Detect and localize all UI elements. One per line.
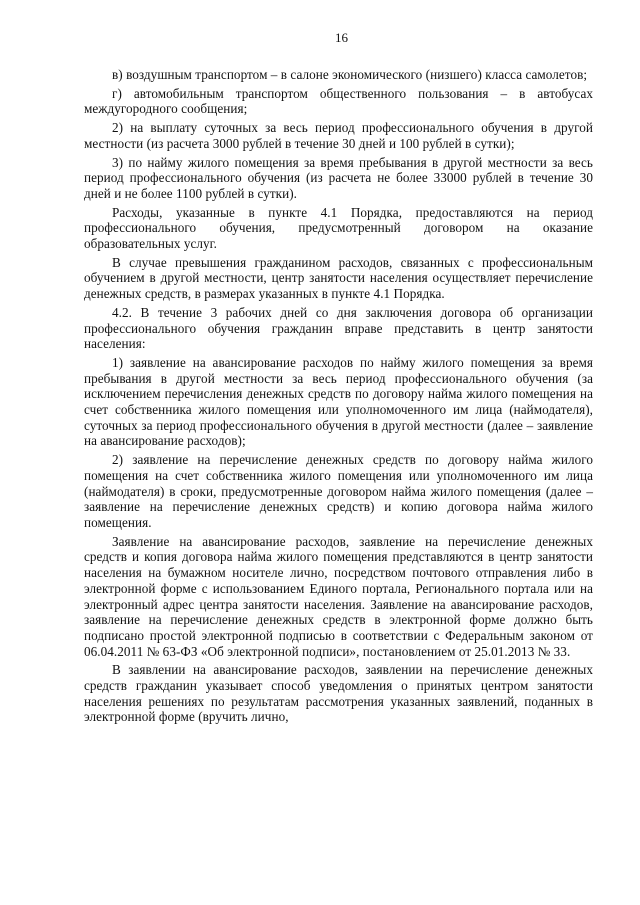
paragraph-submission-methods: Заявление на авансирование расходов, заявление на перечисление денежных средств и копия договора найма жилого помещения представляются в центр занятости населения на бумажном носителе лично, посредством почтового отправления либо в электронной форме с использованием Единого портала, Регионального портала или на электронный адрес центра занятости населения. Заявление на авансирование расходов, заявление на перечисление денежных средств в электронной форме должно быть подписано простой электронной подписью в соответствии с Федеральным законом от 06.04.2011 № 63-ФЗ «Об электронной подписи», постановлением от 25.01.2013 № 33. [84,533,593,659]
paragraph-transfer-application: 2) заявление на перечисление денежных средств по договору найма жилого помещения на счет собственника жилого помещения или уполномоченного им лица (наймодателя) в сроки, предусмотренные договором найма жилого помещения (далее – заявление на перечисление денежных средств) и копию договора найма жилого помещения. [84,452,593,530]
paragraph-expenses-period: Расходы, указанные в пункте 4.1 Порядка, предоставляются на период профессионального обучения, предусмотренный договором на оказание образовательных услуг. [84,204,593,252]
paragraph-air-transport: в) воздушным транспортом – в салоне экономического (низшего) класса самолетов; [112,67,588,82]
page-number: 16 [335,30,348,45]
paragraph-daily-allowance: 2) на выплату суточных за весь период профессионального обучения в другой местности (из расчета 3000 рублей в течение 30 дней и 100 рублей в сутки); [84,120,593,151]
paragraph-excess-expenses: В случае превышения гражданином расходов, связанных с профессиональным обучением в другой местности, центр занятости населения осуществляет перечисление денежных средств, в размерах указанных в пункте 4.1 Порядка. [84,254,593,302]
paragraph-housing-rent: 3) по найму жилого помещения за время пребывания в другой местности за весь период профессионального обучения (из расчета не более 33000 рублей в течение 30 дней и не более 1100 рублей в сутки). [84,154,593,201]
paragraph-advance-application: 1) заявление на авансирование расходов по найму жилого помещения за время пребывания в другой местности за весь период профессионального обучения (за исключением перечисления денежных средств по договору найма жилого помещения на счет собственника жилого помещения или уполномоченного им лица (наймодателя), суточных за период профессионального обучения в другой местности (далее – заявление на авансирование расходов); [84,354,593,449]
paragraph-section-4-2: 4.2. В течение 3 рабочих дней со дня заключения договора об организации профессионального обучения гражданин вправе представить в центр занятости населения: [84,304,593,352]
paragraph-road-transport: г) автомобильным транспортом общественного пользования – в автобусах междугородного сообщения; [84,85,593,117]
paragraph-notification-method: В заявлении на авансирование расходов, заявлении на перечисление денежных средств гражданин указывает способ уведомления о принятых центром занятости населения решениях по результатам рассмотрения указанных заявлений, поданных в электронной форме (вручить лично, [84,662,593,725]
